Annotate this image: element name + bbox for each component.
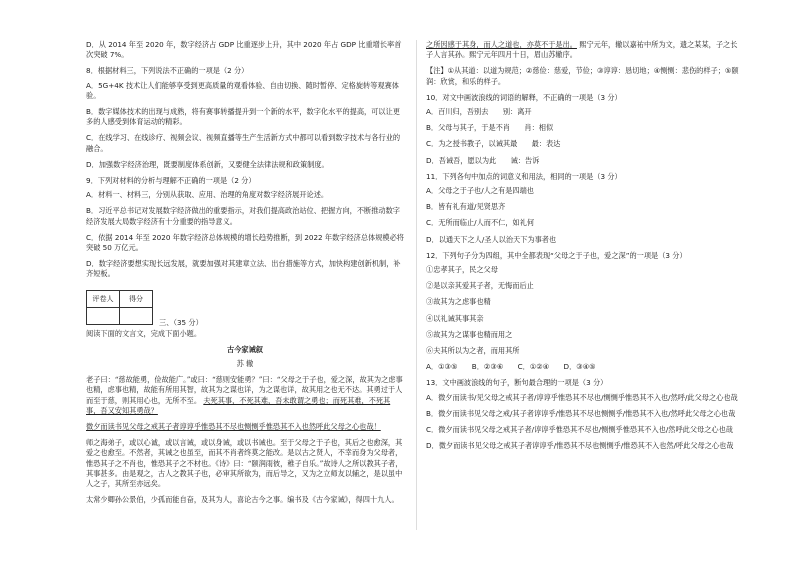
q13-option-b: B．微夕而读书见父母之戒/其子者谆谆乎/惟恐其不尽也恻恻乎/惟恐其不入也/然呼此父母之心也哉 [426,408,736,418]
q9-option-a: A．材料一、材料三，分别从获取、应用、治理的角度对数字经济展开论述。 [86,190,329,200]
score-section [86,286,404,329]
q9-stem: 9．下列对材料的分析与理解不正确的一项是（2 分） [86,176,256,186]
q8-option-a: A．5G+4K 技术让人们能够享受到更高质量的观看体验、自由切换、随时暂停、定格旋转等观赛体验。 [86,80,399,100]
q10-option-b-text: B．父母与其子，于是不肖 [426,123,510,133]
q8-option-d: D．加强数字经济治理，既要制度体系创新，又要健全法律法规和政策制度。 [86,159,329,169]
q13-stem: 13．文中画波浪线的句子，断句最合理的一项是（3 分） [426,378,608,388]
essay-continuation-text: 熙宁元年，辙以嘉祐中所为文，遗之某某，子之长子人言其孙。熙宁元年四月十日，眉山苏辙序。 [426,40,738,60]
q9-option-b: B．习近平总书记对发展数字经济做出的重要指示，对我们提高政治站位、把握方向，不断推动数字经济发展大局数字经济有十分重要的指导意义。 [86,206,400,226]
essay-paragraph-3: 太常少卿孙公景伯，少孤而能自奋，及其为人，喜论古今之事。编书及《古今家诫》，得四十九人。 [86,495,399,505]
q9-option-c: C．依据 2014 年至 2020 年数字经济总体规模的增长趋势推断，到 2022 年数字经济总体规模必将突破 50 万亿元。 [86,232,404,253]
q8-option-c: C．在线学习、在线诊疗、视频会议、视频直播等生产生活新方式中都可以看到数字技术与各行业的融合。 [86,133,401,153]
essay-continuation-underline: 之所因感于其身，而人之道也，亦莫不于是出。 [426,40,577,49]
q10-option-c-gloss: 最：表达 [531,139,561,149]
q10-option-a-text: A．百川归，吾别去 [426,107,489,117]
q8-stem: 8．根据材料三，下列说法不正确的一项是（2 分） [86,66,249,76]
q11-option-c: C．无所而临止/人而不仁，如礼何 [426,218,535,228]
q10-option-a-gloss: 别：离开 [502,107,532,117]
score-table [86,290,153,325]
essay-notes: 【注】①从其道：以道为规范；②慈俭：慈爱，节俭；③谆谆：恳切地；④恻恻：悲伤的样子；⑤颐润：欣赏，和乐的样子。 [426,66,739,86]
q13-option-a: A．微夕而读书/见父母之戒其子者/谆谆乎惟恐其不尽也/恻恻乎惟恐其不入也/然呼/此父母之心也哉 [426,392,738,402]
essay-paragraph-1-text: 老子曰：“慈故能勇，俭故能广。”或曰：“慈则安能勇？”曰：“父母之于子也，爱之深，故其为之虑事也精，虑事也精，故能有所用其智，故其为之谋也详，为之谋也详，故其用之也无不达。其勇过于人而至于慈，则其用心也，无所不至。 [86,375,403,405]
q12-item-4: ④以礼诫其事其亲 [426,313,484,323]
q12-item-1: ①忠孝其子，民之父母 [426,265,498,275]
left-column [86,40,404,512]
column-divider [416,40,417,530]
q12-item-2: ②是以亲其爱其子者，无悔而后止 [426,281,534,291]
q12-choices: A．①③⑤ B．②③⑥ C．①②④ D．③④⑤ [426,362,596,372]
q10-option-c-text: C．为之授书教子，以诫其最 [426,139,518,149]
q7-option-d: D．从 2014 年至 2020 年，数字经济占 GDP 比重逐步上升，其中 2020 年占 GDP 比重增长率首次突破 7%。 [86,40,402,60]
q10-option-d-gloss: 诫：告诉 [510,155,540,165]
q10-stem: 10．对文中画波浪线的词语的解释，不正确的一项是（3 分） [426,92,622,102]
right-column [426,40,744,457]
q10-option-c [426,139,744,149]
q12-item-3: ③故其为之虑事也精 [426,297,491,307]
score-table-grader-header: 评卷人 [87,290,120,307]
q10-option-d [426,156,744,166]
essay-wavy-sentence: 微夕而读书见父母之戒其子者谆谆乎惟恐其不尽也恻恻乎惟恐其不入也然呼此父母之心也哉！ [86,422,381,432]
q8-option-b: B．数字媒体技术的出现与成熟，将有赛事转播提升到一个新的水平，数字化水平的提高，可以让更多的人感受到体育运动的精彩。 [86,107,400,127]
essay-title: 古今家诫叙 [227,344,263,354]
essay-continuation [426,40,744,60]
q13-option-c: C．微夕而读书见父母之戒其子者/谆谆乎惟恐其不尽也/恻恻乎惟恐其不入也/然呼此父母之心也哉 [426,425,733,435]
q12-item-6: ⑥夫其所以为之者，而用其所 [426,346,520,356]
q10-option-b [426,123,744,133]
q10-option-d-text: D．吾诫吾，愿以为此 [426,155,497,165]
score-table-score-cell [120,307,153,324]
q11-option-d: D．以通天下之人/圣人以治天下为事者也 [426,234,557,244]
q10-option-b-gloss: 肖：相似 [524,123,554,133]
essay-author: 苏 辙 [236,359,254,369]
essay-paragraph-1-underline: 夫死其事，不死其难，吾未敢谓之勇也；而死其难，不死其事，吾又安知其勇哉？ [86,395,391,415]
q11-option-a: A．父母之于子也/人之有是四端也 [426,186,534,196]
section-three-heading: 三、（35 分） [159,318,203,328]
essay-paragraph-2: 师之海弟子，或以心诚，或以言诫，或以身诫，或以书诫也。至于父母之于子也，其后之也愈深，其爱之也愈至。不然者，其诫之也虽至，而其不肖者终莫之能改。是以古之贤人，不幸而身为父母者，惟恐其子之不肖也，惟恐其子之不材也。《诗》曰：“颐润雨彼，稚子自乐。”故诗人之所以教其子者，其事甚多。由是观之，古人之教其子也，必审其所欲为，而后导之，又为之立师友以辅之，是以虽中人之子，其所至亦远矣。 [86,438,403,489]
score-table-score-header: 得分 [120,290,153,307]
essay-paragraph-1 [86,375,404,416]
q13-option-d: D．微夕而读书见父母之戒其子者谆谆乎/惟恐其不尽也恻恻乎/惟恐其不入也然/呼此父母之心也哉 [426,441,734,451]
q11-option-b: B．皆有礼有道/见贤思齐 [426,202,506,212]
q11-stem: 11．下列各句中加点的词意义和用法，相同的一项是（3 分） [426,171,622,181]
q12-item-5: ⑤故其为之谋事也精而用之 [426,329,513,339]
q10-option-a [426,107,744,117]
q12-stem: 12．下列句子分为四组，其中全都表现“父母之于子也，爱之深”的一项是（3 分） [426,250,687,260]
score-table-grader-cell [87,307,120,324]
q9-option-d: D．数字经济要想实现长远发展，就要加强对其建章立法、出台措施等方式，加快构建创新机制，补齐短板。 [86,259,401,279]
reading-instruction: 阅读下面的文言文，完成下面小题。 [86,328,202,338]
